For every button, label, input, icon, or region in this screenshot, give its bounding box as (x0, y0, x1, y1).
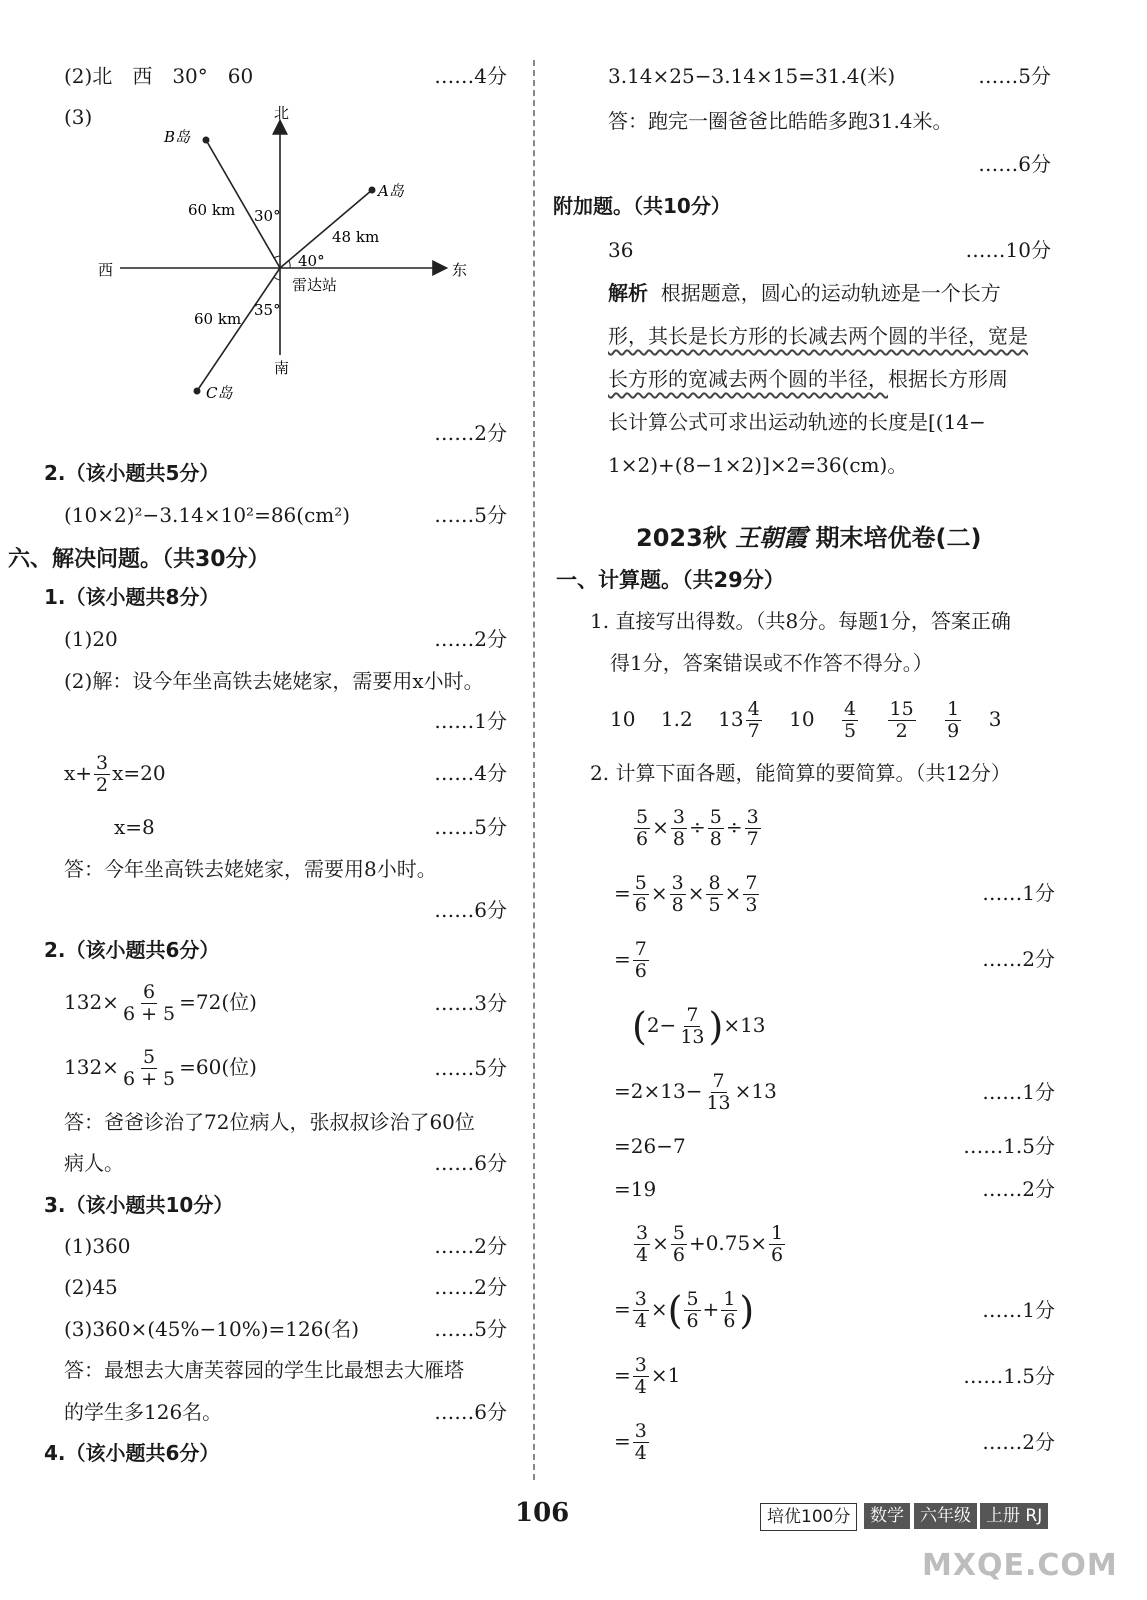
equation-part: x=20 (112, 761, 166, 785)
c-angle: 35° (254, 301, 281, 319)
answer-line: x=8 (114, 815, 155, 839)
analysis-line: 长计算公式可求出运动轨迹的长度是[(14− (608, 410, 986, 434)
formula: (10×2)²−3.14×10²=86(cm²) (64, 503, 351, 527)
denominator: 2 (895, 720, 908, 742)
analysis-text: 根据题意，圆心的运动轨迹是一个长方 (660, 281, 1001, 305)
score-mark: ……5分 (978, 64, 1051, 88)
denominator: 7 (747, 720, 760, 742)
denominator: 6 + 5 (122, 1068, 176, 1090)
answer-item: 1.2 (660, 707, 693, 731)
score-mark: ……10分 (965, 238, 1051, 262)
numerator: 5 (142, 1046, 156, 1068)
answer-line: (2)45 (64, 1275, 118, 1299)
calc-step: =2×13− $\frac{7}{13}$ ×13 (614, 1070, 777, 1114)
calc-step: =19 (614, 1177, 657, 1201)
page-number: 106 (515, 1498, 570, 1528)
question-heading: 1.（该小题共8分） (44, 585, 220, 609)
footer-brand: 培优100分 (760, 1503, 857, 1531)
west-label: 西 (98, 261, 114, 279)
analysis-text: 根据长方形周 (888, 367, 1008, 391)
score-mark: ……2分 (982, 1177, 1055, 1201)
line-to-c (197, 268, 280, 391)
question-heading: 2.（该小题共6分） (44, 938, 220, 962)
score-mark: ……1分 (982, 1298, 1055, 1322)
a-distance: 48 km (332, 228, 380, 246)
equation (64, 977, 257, 1027)
analysis-line: 形，其长是长方形的长减去两个圆的半径，宽是 (608, 324, 1028, 348)
calc-part: +0.75× (688, 1231, 767, 1255)
north-label: 北 (274, 104, 290, 122)
answer-line: (3) (64, 105, 93, 129)
south-label: 南 (274, 359, 290, 377)
answer-row (610, 692, 1001, 746)
score-mark: ……1.5分 (963, 1364, 1055, 1388)
score-mark: ……2分 (982, 1430, 1055, 1454)
analysis-text: 长方形的宽减去两个圆的半径， (608, 367, 888, 391)
c-island-label: C岛 (206, 384, 233, 402)
question-line: 得1分，答案错误或不作答不得分。） (610, 651, 933, 675)
score-mark: ……1分 (434, 709, 507, 733)
calc-step: (2− $\frac{7}{13}$ )×13 (632, 1004, 766, 1049)
answer-item: 10 (789, 707, 815, 731)
answer-line: 答：最想去大唐芙蓉园的学生比最想去大雁塔 (64, 1358, 464, 1382)
equation-part: 132× (64, 990, 119, 1014)
score-mark: ……2分 (434, 627, 507, 651)
analysis-line (608, 280, 1001, 306)
footer-subject: 数学 (864, 1503, 910, 1529)
title-text: 期末培优卷(二) (815, 524, 982, 552)
angle-arc (274, 256, 280, 258)
denominator: 9 (947, 720, 960, 742)
footer-term: 上册 RJ (980, 1503, 1048, 1529)
answer-line: (1)360 (64, 1234, 131, 1258)
numerator: 3 (96, 752, 109, 774)
paper-title (636, 518, 981, 553)
score-mark: ……5分 (434, 1317, 507, 1341)
equation (64, 1042, 257, 1092)
score-mark: ……3分 (434, 991, 507, 1015)
denominator: 2 (96, 774, 109, 796)
equation (64, 748, 166, 798)
fraction (121, 1047, 177, 1090)
score-mark: ……6分 (434, 1151, 507, 1175)
equation-part: =72(位) (179, 990, 257, 1014)
score-mark: ……6分 (434, 898, 507, 922)
section-title: 六、解决问题。（共30分） (8, 547, 270, 572)
score-mark: ……2分 (982, 947, 1055, 971)
analysis-line (608, 366, 1008, 392)
title-brand: 王朝霞 (735, 523, 808, 552)
numerator: 4 (747, 698, 760, 720)
score-mark: ……2分 (434, 1234, 507, 1258)
answer-line: (2)解：设今年坐高铁去姥姥家，需要用x小时。 (64, 669, 484, 693)
score-mark: ……2分 (434, 1275, 507, 1299)
fraction (121, 982, 177, 1025)
east-label: 东 (452, 261, 468, 279)
score-mark: ……5分 (434, 815, 507, 839)
answer-line: 36 (608, 238, 634, 262)
calc-step: = $\frac{7}{6}$ (614, 938, 647, 982)
calc-step: $\frac{5}{6}$ × $\frac{3}{8}$ ÷ $\frac{5}{8}$ ÷ $\frac{3}{7}$ (636, 806, 759, 850)
a-angle: 40° (298, 252, 325, 270)
fraction (842, 699, 858, 742)
angle-arc (274, 277, 280, 280)
question-line: 1. 直接写出得数。（共8分。每题1分，答案正确 (590, 609, 1011, 633)
b-island-point (203, 137, 210, 144)
fraction (888, 699, 916, 742)
answer-line: (2)北 西 30° 60 (64, 64, 254, 88)
calc-step: = $\frac{3}{4}$ ×( $\frac{5}{6}$ + $\frac{1}{6}$ ) (614, 1288, 755, 1333)
calc-step: = $\frac{3}{4}$ (614, 1420, 647, 1464)
c-distance: 60 km (194, 310, 242, 328)
question-heading: 3.（该小题共10分） (44, 1193, 234, 1217)
watermark: MXQE.COM (922, 1548, 1118, 1583)
b-island-label: B岛 (164, 128, 191, 146)
column-divider (533, 60, 535, 1480)
score-mark: ……5分 (434, 1056, 507, 1080)
fraction (746, 699, 762, 742)
calc-step: =26−7 (614, 1134, 686, 1158)
numerator: 6 (142, 981, 156, 1003)
answer-line: (3)360×(45%−10%)=126(名) (64, 1317, 360, 1341)
score-mark: ……2分 (434, 421, 507, 445)
answer-line: 病人。 (64, 1151, 124, 1175)
answer-line: (1)20 (64, 627, 118, 651)
question-heading: 2.（该小题共5分） (44, 461, 220, 485)
footer-grade: 六年级 (914, 1503, 977, 1529)
c-island-point (194, 388, 201, 395)
question-heading: 4.（该小题共6分） (44, 1441, 220, 1465)
answer-line: 3.14×25−3.14×15=31.4(米) (608, 64, 896, 88)
answer-line: 答：爸爸诊治了72位病人，张叔叔诊治了60位 (64, 1110, 475, 1134)
answer-line: 答：跑完一圈爸爸比皓皓多跑31.4米。 (608, 109, 953, 133)
score-mark: ……1分 (982, 881, 1055, 905)
score-mark: ……5分 (434, 503, 507, 527)
denominator: 6 + 5 (122, 1003, 176, 1025)
numerator: 15 (889, 698, 914, 720)
score-mark: ……1.5分 (963, 1134, 1055, 1158)
answer-item: 3 (988, 707, 1002, 731)
score-mark: ……1分 (982, 1080, 1055, 1104)
a-island-point (369, 187, 376, 194)
equation-part: 132× (64, 1055, 119, 1079)
equation-part: x+ (64, 761, 93, 785)
answer-line: 答：今年坐高铁去姥姥家，需要用8小时。 (64, 857, 437, 881)
analysis-line: 1×2)+(8−1×2)]×2=36(cm)。 (608, 453, 908, 477)
b-distance: 60 km (188, 201, 236, 219)
angle-arc (289, 261, 290, 268)
calc-step: = $\frac{5}{6}$ × $\frac{3}{8}$ × $\frac{8}{5}$ × $\frac{7}{3}$ (614, 872, 758, 916)
numerator: 1 (947, 698, 960, 720)
answer-item: 13 (718, 707, 744, 731)
score-mark: ……6分 (434, 1400, 507, 1424)
station-label: 雷达站 (292, 276, 338, 294)
section-title: 一、计算题。（共29分） (556, 568, 785, 592)
equation-part: =60(位) (179, 1055, 257, 1079)
numerator: 4 (844, 698, 857, 720)
score-mark: ……6分 (978, 152, 1051, 176)
fraction (945, 699, 961, 742)
calc-step: $\frac{3}{4}$ × $\frac{5}{6}$ +0.75× $\frac{1}{6}$ (636, 1222, 784, 1266)
question-line: 2. 计算下面各题，能简算的要简算。（共12分） (590, 761, 1011, 785)
denominator: 5 (844, 720, 857, 742)
fraction (94, 753, 110, 796)
radar-diagram (90, 100, 490, 410)
analysis-label: 解析 (608, 281, 648, 305)
question-heading: 附加题。（共10分） (553, 194, 731, 218)
score-mark: ……4分 (434, 761, 507, 785)
answer-line: 的学生多126名。 (64, 1400, 223, 1424)
calc-step: = $\frac{3}{4}$ ×1 (614, 1354, 681, 1398)
a-island-label: A岛 (378, 182, 404, 200)
b-angle: 30° (254, 207, 281, 225)
answer-item: 10 (610, 707, 636, 731)
title-year: 2023秋 (636, 524, 727, 552)
score-mark: ……4分 (434, 64, 507, 88)
